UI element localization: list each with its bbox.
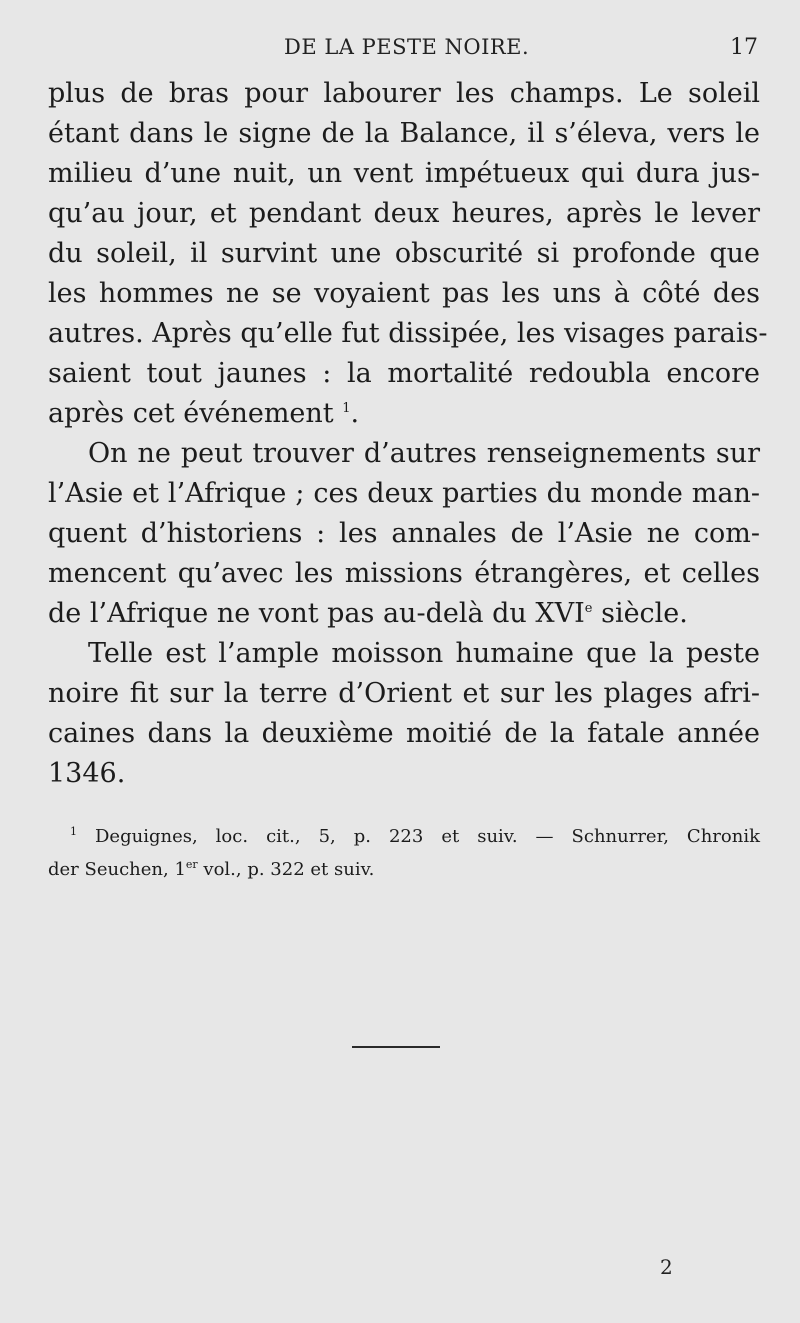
- text-line: qu’au jour, et pendant deux heures, après le lever: [48, 198, 760, 229]
- text-line: Telle est l’ample moisson humaine que la peste: [88, 638, 760, 669]
- text-line: plus de bras pour labourer les champs. Le soleil: [48, 78, 760, 109]
- running-head: [0, 35, 800, 65]
- superscript: e: [584, 601, 593, 616]
- running-title: DE LA PESTE NOIRE.: [284, 35, 530, 59]
- text-line: noire fit sur la terre d’Orient et sur les plages afri-: [48, 678, 760, 709]
- text-line-tail: .: [350, 398, 360, 429]
- footnote-reference: 1: [342, 401, 351, 416]
- text-line: [48, 394, 760, 434]
- text-line-content: de l’Afrique ne vont pas au-delà du XVI: [48, 598, 585, 629]
- text-line: milieu d’une nuit, un vent impétueux qui dura jus-: [48, 158, 760, 189]
- text-line: l’Asie et l’Afrique ; ces deux parties du monde man-: [48, 478, 760, 509]
- text-line: [48, 594, 760, 634]
- footnote-line: [48, 820, 760, 853]
- footnote-text: Deguignes, loc. cit., 5, p. 223 et suiv. — Schnurrer, Chronik: [95, 826, 760, 847]
- superscript: er: [185, 858, 198, 871]
- body-text: [48, 74, 768, 794]
- text-line: On ne peut trouver d’autres renseignements sur: [88, 438, 760, 469]
- text-line: caines dans la deuxième moitié de la fatale année: [48, 718, 760, 749]
- footnotes: [48, 820, 760, 886]
- page-number: 17: [730, 35, 758, 60]
- section-divider: [352, 1046, 440, 1048]
- footnote-text: vol., p. 322 et suiv.: [197, 859, 375, 880]
- text-line: autres. Après qu’elle fut dissipée, les visages parais-: [48, 318, 768, 349]
- footnote-text: der Seuchen, 1: [48, 859, 186, 880]
- text-line: quent d’historiens : les annales de l’Asie ne com-: [48, 518, 760, 549]
- signature-mark: 2: [660, 1255, 673, 1279]
- text-line: du soleil, il survint une obscurité si profonde que: [48, 238, 760, 269]
- text-line: étant dans le signe de la Balance, il s’éleva, vers le: [48, 118, 760, 149]
- text-line-tail: siècle.: [592, 598, 688, 629]
- text-line: saient tout jaunes : la mortalité redoubla encore: [48, 358, 760, 389]
- footnote-marker: 1: [70, 825, 77, 838]
- text-line: les hommes ne se voyaient pas les uns à côté des: [48, 278, 760, 309]
- text-line: 1346.: [48, 758, 126, 789]
- text-line: mencent qu’avec les missions étrangères, et celles: [48, 558, 760, 589]
- text-line-content: après cet événement: [48, 398, 334, 429]
- footnote-line: [48, 853, 760, 886]
